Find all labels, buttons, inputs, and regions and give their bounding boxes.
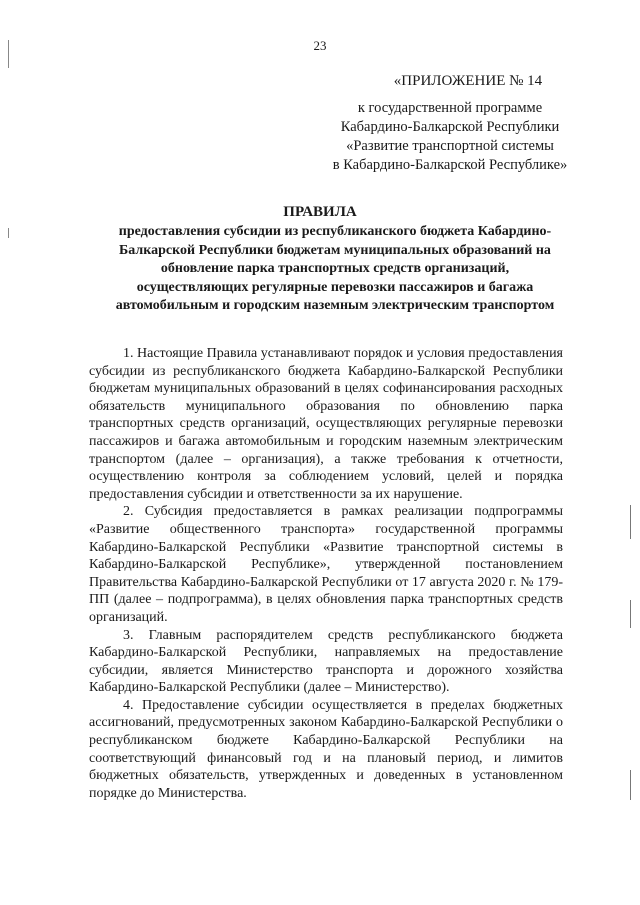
paragraph-1: 1. Настоящие Правила устанавливают порядок и условия предоставления субсидии из республиканского бюджета Кабардино-Балкарской Республики бюджетам муниципальных образований в целях софинансирования расходных обязательств муниципального образования по обновлению парка транспортных средств организаций, осуществляющих регулярные перевозки пассажиров и багажа автомобильным и городским наземным электрическим транспортом (далее – организация), а также требования к отчетности, осуществлению контроля за соблюдением условий, целей и порядка предоставления субсидии и ответственности за их нарушение. bbox=[89, 346, 563, 502]
appendix-reference bbox=[300, 99, 600, 175]
paragraph-3: 3. Главным распорядителем средств республиканского бюджета Кабардино-Балкарской Республики, направляемых на предоставление субсидии, является Министерство транспорта и дорожного хозяйства Кабардино-Балкарской Республики (далее – Министерство). bbox=[89, 627, 563, 696]
scan-margin-mark bbox=[630, 505, 631, 539]
document-subtitle: предоставления субсидии из республиканского бюджета Кабардино-Балкарской Республики бюджетам муниципальных образований на обновление парка транспортных средств организаций, осуществляющих регулярные перевозки пассажиров и багажа автомобильным и городским наземным электрическим транспортом bbox=[115, 224, 555, 313]
appendix-title: «ПРИЛОЖЕНИЕ № 14 bbox=[393, 73, 543, 89]
page-number: 23 bbox=[313, 38, 327, 53]
scan-margin-mark bbox=[630, 600, 631, 628]
appendix-line: в Кабардино-Балкарской Республике» bbox=[332, 157, 568, 173]
paragraph-2: 2. Субсидия предоставляется в рамках реализации подпрограммы «Развитие общественного транспорта» государственной программы Кабардино-Балкарской Республики «Развитие транспортной системы в Кабардино-Балкарской Республике», утвержденной постановлением Правительства Кабардино-Балкарской Республики от 17 августа 2020 г. № 179-ПП (далее – подпрограмма), в целях обновления парка транспортных средств организаций. bbox=[89, 504, 563, 625]
document-title: ПРАВИЛА bbox=[283, 204, 357, 220]
scan-margin-mark bbox=[8, 228, 9, 238]
paragraph-4: 4. Предоставление субсидии осуществляется в пределах бюджетных ассигнований, предусмотренных законом Кабардино-Балкарской Республики о республиканском бюджете Кабардино-Балкарской Республики на соответствующий финансовый год и на плановый период, и лимитов бюджетных обязательств, утвержденных и доведенных в установленном порядке до Министерства. bbox=[89, 697, 563, 801]
appendix-line: к государственной программе bbox=[357, 100, 543, 116]
appendix-line: «Развитие транспортной системы bbox=[346, 138, 554, 154]
scan-margin-mark bbox=[630, 770, 631, 800]
document-body bbox=[89, 345, 563, 802]
appendix-line: Кабардино-Балкарской Республики bbox=[340, 119, 560, 135]
